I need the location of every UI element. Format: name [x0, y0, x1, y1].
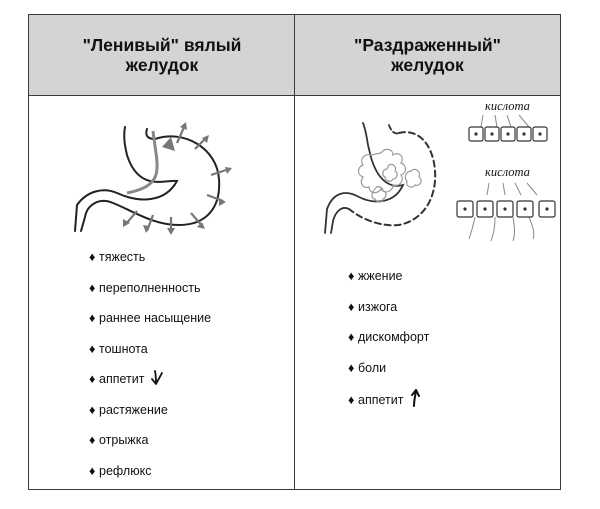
- right-column-header: [295, 15, 560, 96]
- symptom-label: аппетит: [99, 372, 145, 386]
- list-item: [348, 267, 429, 298]
- symptom-label: растяжение: [99, 402, 168, 417]
- acid-label-top: кислота: [485, 99, 530, 113]
- arrow-up-icon: [409, 389, 421, 407]
- symptom-label: тошнота: [99, 341, 148, 356]
- lazy-stomach-illustration: [67, 107, 247, 237]
- bullet-icon: ♦: [89, 250, 96, 264]
- symptom-label: рефлюкс: [99, 463, 152, 478]
- list-item: [89, 401, 211, 432]
- acid-label-bottom: кислота: [485, 165, 530, 179]
- bullet-icon: ♦: [89, 372, 96, 386]
- column-divider: [294, 15, 295, 489]
- irritated-stomach-symptoms: [348, 267, 429, 420]
- symptom-label: отрыжка: [99, 433, 149, 447]
- symptom-label: жжение: [358, 269, 403, 283]
- bullet-icon: ♦: [89, 463, 96, 478]
- bullet-icon: ♦: [89, 280, 96, 295]
- list-item: [89, 309, 211, 340]
- list-item: [348, 359, 429, 390]
- symptom-label: дискомфорт: [358, 330, 430, 344]
- lazy-stomach-title: "Ленивый" вялый желудок: [82, 35, 242, 75]
- bullet-icon: ♦: [348, 360, 355, 375]
- list-item: [89, 340, 211, 371]
- bullet-icon: ♦: [348, 299, 355, 314]
- list-item: [89, 248, 211, 279]
- irritated-stomach-title: "Раздраженный" желудок: [354, 35, 501, 75]
- symptom-label: изжога: [358, 299, 398, 314]
- list-item: [348, 389, 429, 420]
- symptom-label: переполненность: [99, 280, 201, 295]
- list-item: [89, 462, 211, 493]
- symptom-label: боли: [358, 360, 387, 375]
- left-column-header: [29, 15, 295, 96]
- lazy-stomach-symptoms: [89, 248, 211, 492]
- symptom-label: раннее насыщение: [99, 311, 212, 325]
- list-item: [89, 431, 211, 462]
- symptom-label: аппетит: [358, 393, 404, 407]
- bullet-icon: ♦: [348, 330, 355, 344]
- bullet-icon: ♦: [89, 341, 96, 356]
- bullet-icon: ♦: [89, 311, 96, 325]
- comparison-table: [28, 14, 561, 490]
- bullet-icon: ♦: [348, 269, 355, 283]
- irritated-stomach-illustration: [319, 109, 459, 239]
- list-item: [89, 370, 211, 401]
- symptom-label: тяжесть: [99, 250, 146, 264]
- bullet-icon: ♦: [89, 433, 96, 447]
- list-item: [89, 279, 211, 310]
- arrow-down-icon: [150, 370, 164, 386]
- list-item: [348, 298, 429, 329]
- bullet-icon: ♦: [89, 402, 96, 417]
- list-item: [348, 328, 429, 359]
- bullet-icon: ♦: [348, 393, 355, 407]
